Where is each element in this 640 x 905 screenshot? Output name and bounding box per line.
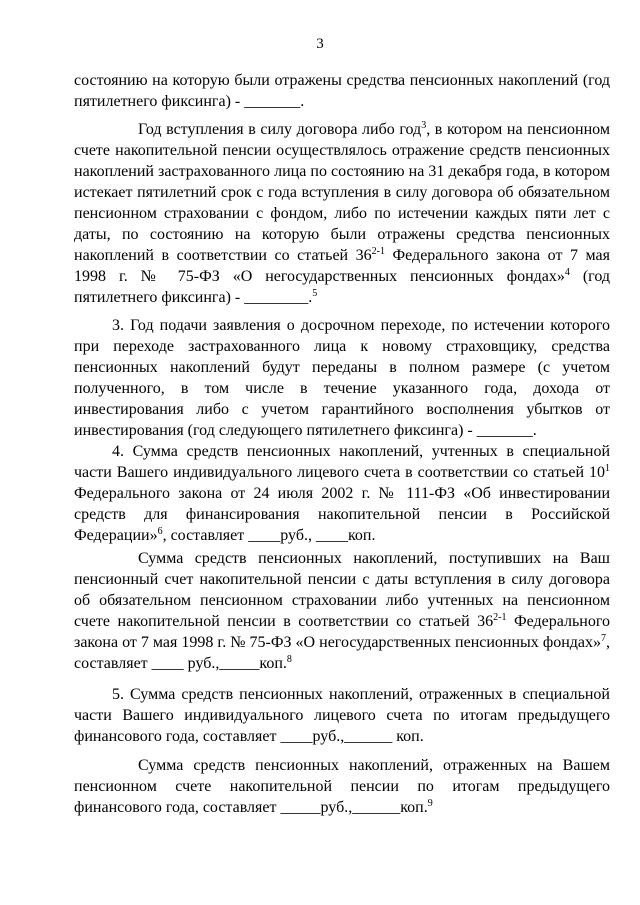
paragraph-text: 3. Год подачи заявления о досрочном переходе, по истечении которого при переходе застрахованного лица к новому страховщику, средства пенсионных накоплений будут переданы в полном размере (с учетом полученного, в том числе в течение указанного года, дохода от инвестирования либо с учетом гарантийного восполнения убытков от инвестирования (год следующего пятилетнего фиксинга) - _______. (74, 317, 610, 439)
paragraph-text: Год вступления в силу договора либо год (138, 121, 422, 138)
paragraph-item-3 (74, 315, 610, 441)
paragraph-contract-year (74, 119, 610, 308)
paragraph-text: Федерального закона от 7 мая 1998 г. № 75-ФЗ «О негосударственных пенсионных фондах» (74, 247, 611, 285)
footnote-ref: 6 (157, 526, 163, 537)
paragraph-text: Сумма средств пенсионных накоплений, поступивших на Ваш пенсионный счет накопительной пенсии с даты вступления в силу договора об обязательном пенсионном страховании либо учтенных на пенсионном счете накопительной пенсии в соответствии со статьей 36 (74, 550, 610, 630)
footnote-ref: 7 (601, 633, 606, 644)
paragraph-text: , составляет ____ руб.,_____коп. (74, 634, 610, 672)
paragraph-text: Федерального закона от 7 мая 1998 г. № 75-ФЗ «О негосударственных пенсионных фондах» (74, 613, 610, 651)
superscript: 1 (605, 463, 610, 474)
paragraph-text: Федерального закона от 24 июля 2002 г. № 111-ФЗ «Об инвестировании средств для финансирования накопительной пенсии в Российской Федерации» (74, 485, 610, 544)
paragraph-text: 4. Сумма средств пенсионных накоплений, учтенных в специальной части Вашего индивидуального лицевого счета в соответствии со статьей 10 (74, 443, 610, 481)
footnote-ref: 5 (312, 288, 318, 299)
paragraph-item-4-amount (74, 548, 610, 674)
footnote-ref: 3 (421, 120, 427, 131)
paragraph-text: (год пятилетнего фиксинга) - ________. (74, 268, 610, 306)
page-number: 3 (316, 36, 324, 52)
paragraph-text: , составляет ____руб., ____коп. (162, 527, 376, 544)
paragraph-text: состоянию на которую были отражены средства пенсионных накоплений (год пятилетнего фиксинга) - _______. (74, 72, 610, 110)
paragraph-fixing-year-cont (74, 70, 610, 112)
footnote-ref: 4 (564, 267, 570, 278)
paragraph-text: 5. Сумма средств пенсионных накоплений, отраженных в специальной части Вашего индивидуального лицевого счета по итогам предыдущего финансового года, составляет ____руб.,______ коп. (74, 686, 610, 745)
superscript: 2-1 (371, 246, 385, 257)
paragraph-item-5 (74, 684, 610, 747)
paragraph-text: Сумма средств пенсионных накоплений, отраженных на Вашем пенсионном счете накопительной пенсии по итогам предыдущего финансового года, составляет _____руб.,______коп. (74, 757, 610, 816)
superscript: 2-1 (493, 612, 507, 623)
footnote-ref: 8 (286, 654, 292, 665)
paragraph-text: , в котором на пенсионном счете накопительной пенсии осуществлялось отражение средств пенсионных накоплений застрахованного лица по состоянию на 31 декабря года, в котором истекает пятилетний срок с года вступления в силу договора об обязательном пенсионном страховании с фондом, либо по истечении каждых пяти лет с даты, по состоянию на которую были отражены средства пенсионных накоплений в соответствии со статьей 36 (74, 121, 610, 264)
paragraph-item-4 (74, 441, 610, 546)
footnote-ref: 9 (427, 798, 433, 809)
paragraph-item-5-amount (74, 755, 610, 818)
